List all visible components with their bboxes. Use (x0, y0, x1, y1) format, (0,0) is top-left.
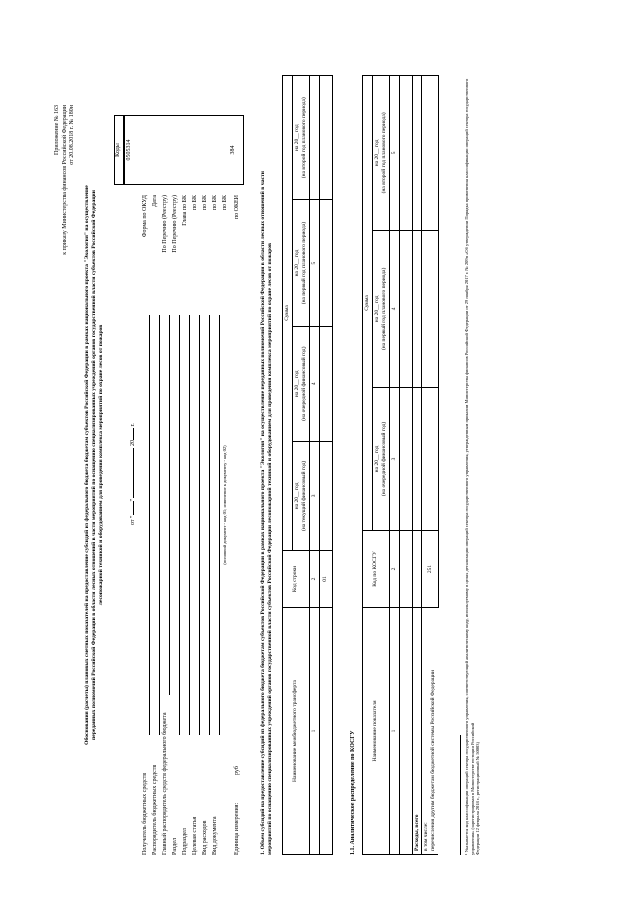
s11-transfer-code: 251 (422, 531, 438, 608)
code-label-okud: Форма по ОКУД (142, 195, 148, 238)
section1-title (260, 75, 274, 855)
form-fields (142, 195, 246, 855)
form-field-row (212, 195, 222, 855)
code-label-date: Дата (152, 195, 158, 207)
s11-row-value[interactable] (399, 230, 412, 387)
annex-block (54, 105, 77, 365)
section1-title-line1: 1. Объем субсидий на предоставление субсидий из федерального бюджета бюджетам субъектов Российской Федерации в рамках национального проекта "Экология" на осуществление переданных полномочий Российской Федерации в области лесных отношений в части (260, 170, 266, 855)
okei-code: 384 (230, 145, 236, 155)
s1-col-num: 1 (309, 608, 319, 855)
s11-col-num: 1 (389, 608, 399, 855)
form-field-row (222, 195, 230, 855)
s1-header-code: Код строки (283, 551, 310, 608)
s11-header-code: Код по КОСГУ (363, 531, 390, 608)
s1-col-num: 5 (309, 200, 319, 326)
annex-order-date: от 20.08.2018 г. № 180н (69, 105, 75, 165)
section11-title: 1.1. Аналитическое распределение по КОСГУ (350, 730, 356, 855)
s1-col-num: 4 (309, 326, 319, 441)
s1-row-value[interactable] (319, 200, 332, 326)
s11-total-code (412, 531, 422, 608)
form-field-row (202, 195, 212, 855)
field-line-expense-type[interactable] (209, 315, 210, 735)
section1-table (282, 75, 333, 855)
s11-including-text: в том числе: (423, 822, 430, 851)
field-label-recipient: Получатель бюджетных средств (142, 772, 148, 855)
field-label-main-distributor: Главный распорядитель средств федерального бюджета (162, 712, 168, 855)
code-label-okei: по ОКЕИ (234, 195, 240, 220)
s11-transfer-value[interactable] (422, 76, 438, 231)
s1-header-sum: Сумма (283, 76, 293, 551)
code-label-bk-4: по БК (222, 195, 228, 211)
form-field-row (162, 195, 172, 855)
s1-row-value[interactable] (319, 441, 332, 550)
footnote (464, 75, 481, 855)
field-label-distributor: Распорядитель бюджетных средств (152, 764, 158, 855)
title-line-3: лесопожарной техникой и оборудованием для проведения комплекса мероприятий по охране лесов от пожаров (97, 324, 104, 606)
s11-header-name: Наименование показателя (363, 608, 390, 855)
footnote-separator (460, 735, 461, 855)
doc-type-hint: (основной документ - код 01; изменение к документу - код 02) (222, 445, 227, 565)
field-label-expense-type: Вид расходов (202, 820, 208, 855)
footnote-line1: ¹ Указывается код классификации операций сектора государственного управления, соответствующий аналитическому коду, используемому в целях детализации операций сектора государственного управления, утвержденным приказом Министерства финансов Российской Федерации от 29 ноября 2017 г. № 209н «Об утверждении Порядка применения классификации операций сектора государственного управления» (зарегистрирован в Министерстве юстиции Российской (464, 78, 475, 855)
s11-col-num: 4 (389, 230, 399, 387)
date-mid: " (130, 499, 136, 502)
form-field-row (172, 195, 182, 855)
s1-col-num: 3 (309, 441, 319, 550)
s11-col-num: 2 (389, 531, 399, 608)
field-line-subsection[interactable] (189, 315, 190, 735)
codes-column-box (124, 115, 244, 185)
s11-col-num: 3 (389, 387, 399, 530)
codes-header: Коды (115, 143, 121, 157)
section1-title-line2: мероприятий по оснащению специализированных учреждений органов государственной власти субъектов Российской Федерации лесопожарной техникой и оборудованием для проведения комплекса мероприятий по охране лесов от пожаров (266, 243, 273, 855)
rotated-form-sheet (50, 65, 590, 865)
date-line (130, 423, 138, 525)
date-prefix: от " (130, 515, 136, 525)
unit-label: Единица измерения: (234, 802, 240, 855)
s1-col-num: 2 (309, 551, 319, 608)
form-field-row (142, 195, 152, 855)
s11-transfer-value[interactable] (422, 230, 438, 387)
field-line-section[interactable] (179, 315, 180, 735)
s1-header-name: Наименование межбюджетного трансферта (283, 608, 310, 855)
s11-transfer-label: перечисления другим бюджетам бюджетной системы Российской Федерации (430, 670, 437, 851)
s11-row-code[interactable] (399, 531, 412, 608)
field-label-target-article: Целевая статья (192, 816, 198, 855)
code-label-chapter-bk: Глава по БК (182, 195, 188, 226)
unit-row (234, 195, 246, 855)
s11-col-num: 5 (389, 76, 399, 231)
s1-col-num (309, 76, 319, 200)
section11-table (362, 75, 439, 855)
s1-header-y1: на 20__ год (на текущий финансовый год) (292, 441, 309, 550)
code-label-bk-3: по БК (212, 195, 218, 211)
s1-row-value[interactable] (319, 76, 332, 200)
annex-order-line: к приказу Министерства финансов Российской Федерации (61, 105, 68, 255)
s1-header-y4: на 20__ год (на второй год планового периода) (292, 76, 309, 200)
date-year-suffix: г. (130, 423, 136, 427)
s11-header-y2: на 20__ год (на первый год планового периода) (372, 230, 389, 387)
field-line-doc-type[interactable] (219, 315, 220, 735)
field-line-main-distributor[interactable] (169, 315, 170, 695)
date-year-prefix: 20 (130, 440, 136, 447)
s1-row-code: 01 (319, 551, 332, 608)
code-label-registry-1: По Перечню (Реестру) (162, 195, 168, 253)
field-line-recipient[interactable] (149, 315, 150, 735)
field-label-subsection: Подраздел (182, 828, 188, 855)
form-field-row (182, 195, 192, 855)
okud-code: 0505314 (126, 139, 132, 161)
unit-value: руб (234, 766, 240, 775)
footnote-line2: Федерации 12 февраля 2018 г., регистрационный № 50003) (475, 742, 481, 855)
code-label-registry-2: По Перечню (Реестру) (172, 195, 178, 253)
field-line-target-article[interactable] (199, 315, 200, 735)
code-label-bk-2: по БК (202, 195, 208, 211)
s11-row-value[interactable] (399, 76, 412, 231)
s11-transfer-value[interactable] (422, 387, 438, 530)
s11-including-label (422, 608, 438, 855)
s11-header-sum: Сумма (363, 76, 373, 531)
form-field-row (192, 195, 202, 855)
field-label-section: Раздел (172, 838, 178, 855)
s11-row-name[interactable] (399, 608, 412, 855)
document-title (84, 75, 105, 855)
field-label-doc-type: Вид документа (212, 816, 218, 855)
s1-header-y3: на 20__ год (на первый год планового периода) (292, 200, 309, 326)
s1-row-value[interactable] (319, 326, 332, 441)
s11-total-value[interactable] (412, 76, 422, 231)
s11-row-value[interactable] (399, 387, 412, 530)
s1-header-y2: на 20__ год (на очередной финансовый год) (292, 326, 309, 441)
field-line-distributor[interactable] (159, 315, 160, 735)
form-field-row (152, 195, 162, 855)
s11-header-y3: на 20__ год (на второй год планового периода) (372, 76, 389, 231)
s11-total-value[interactable] (412, 230, 422, 387)
codes-header-box (114, 115, 124, 185)
s11-header-y1: на 20__ год (на очередной финансовый год) (372, 387, 389, 530)
code-label-bk-1: по БК (192, 195, 198, 211)
annex-number: Приложение № 163 (54, 105, 60, 155)
s1-row-name[interactable] (319, 608, 332, 855)
title-line-1: Обоснования (расчеты) плановых сметных показателей на предоставление субсидий из федерального бюджета бюджетам субъектов Российской Федерации в рамках национального проекта "Экология" на осуществление (84, 185, 90, 745)
s11-total-value[interactable] (412, 387, 422, 530)
s11-total-label: Расходы, всего (412, 608, 422, 855)
title-line-2: переданных полномочий Российской Федерации в области лесных отношений в части мероприятий по оснащению специализированных учреждений органов государственной власти субъектов Российской Федерации (90, 190, 97, 741)
